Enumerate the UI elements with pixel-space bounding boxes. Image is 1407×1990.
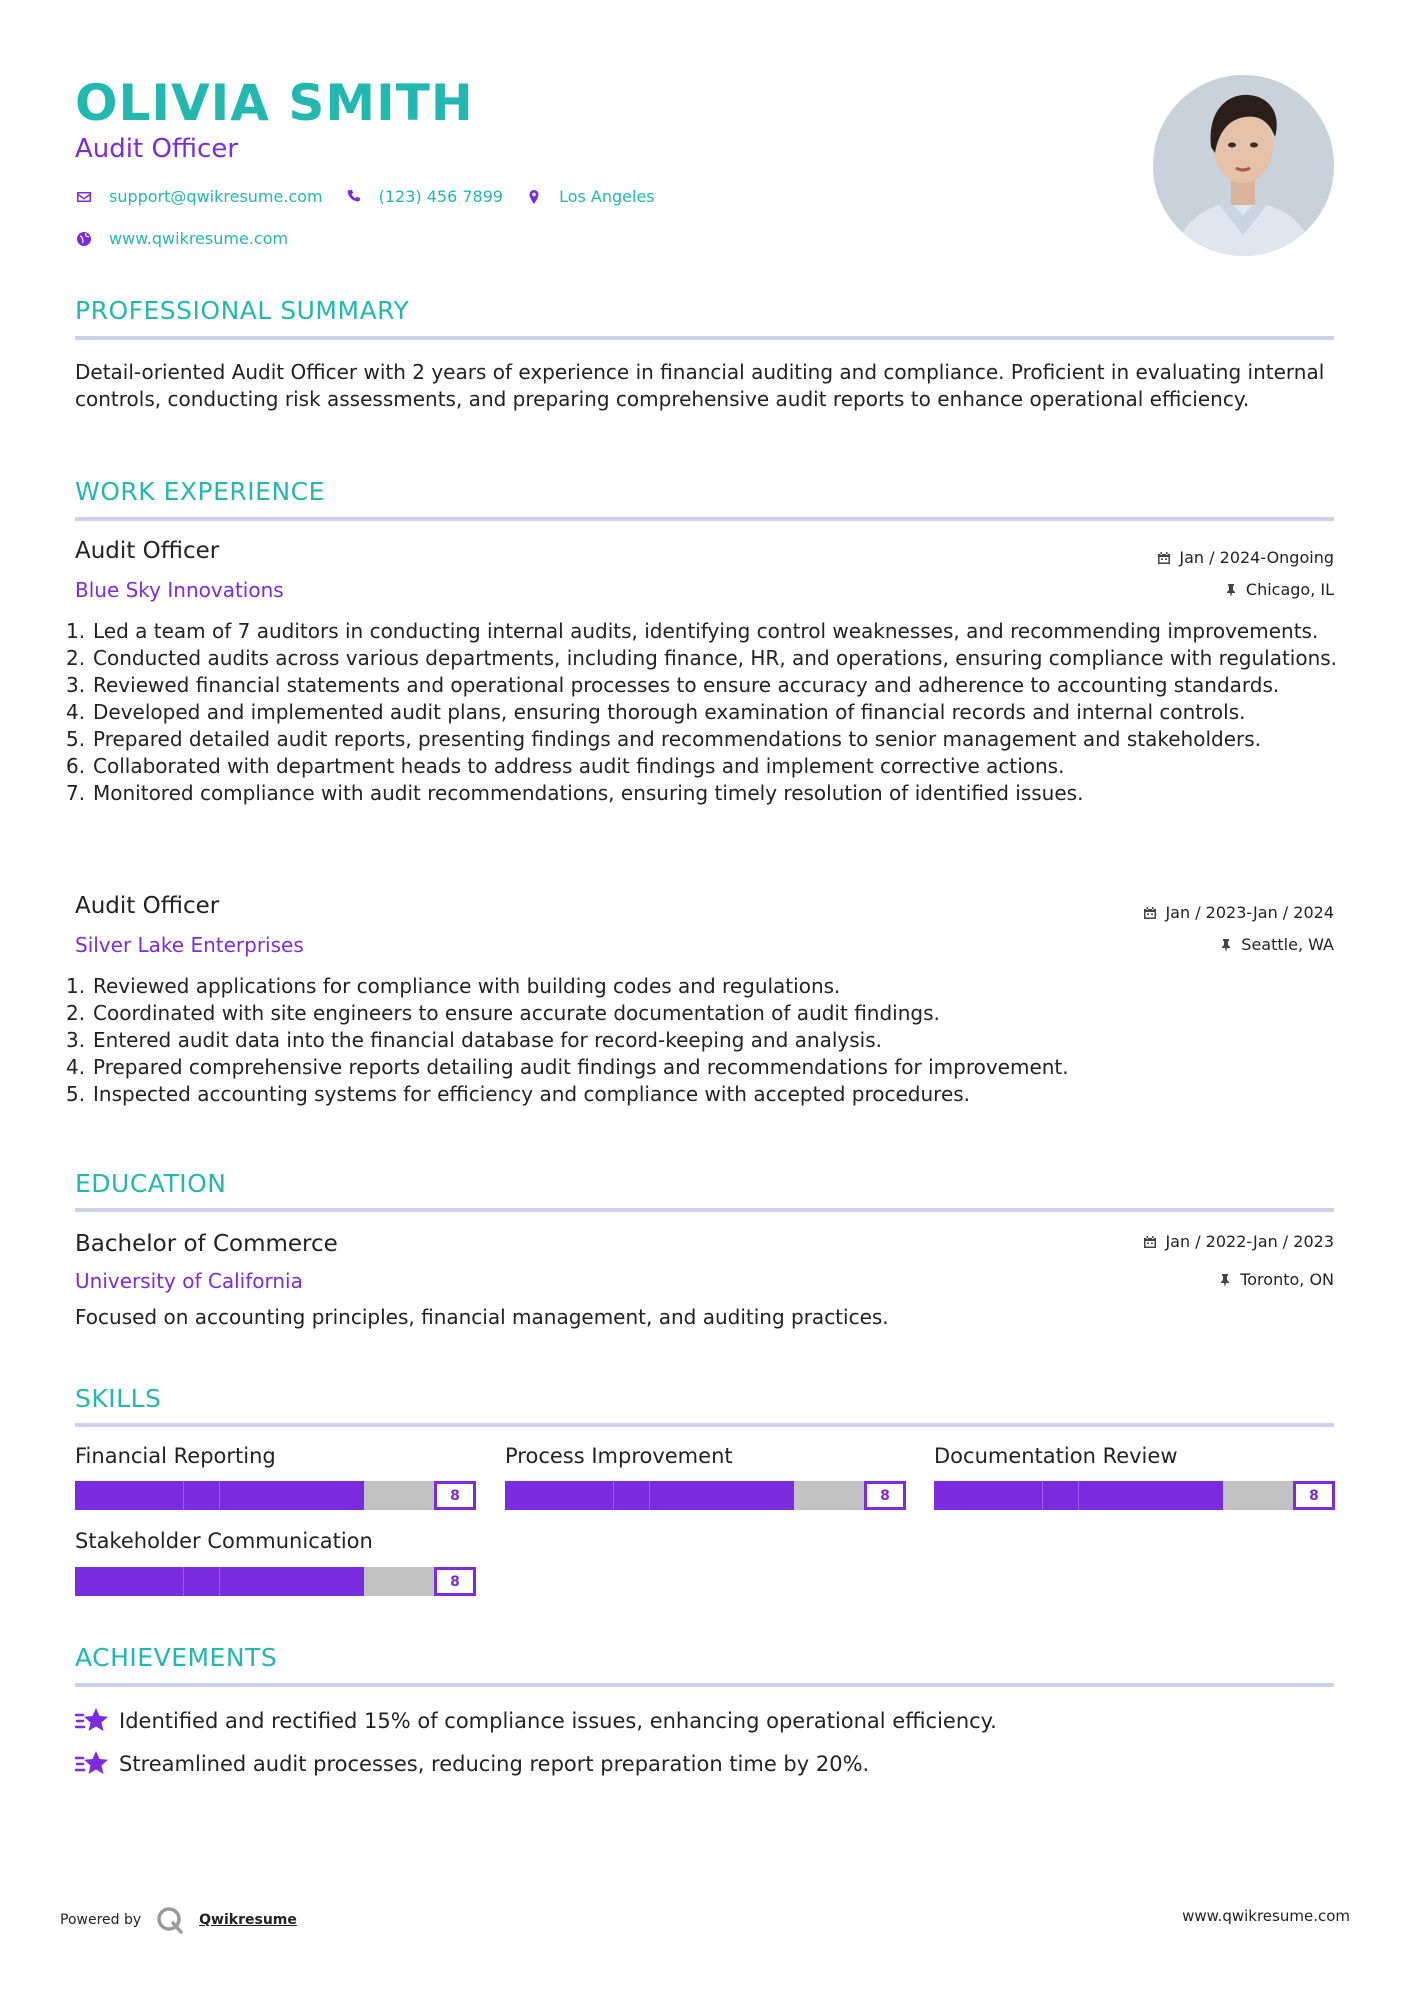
bullet-item xyxy=(66,1054,1346,1081)
education-description: Focused on accounting principles, financial management, and auditing practices. xyxy=(75,1305,889,1329)
job-2-bullets xyxy=(66,973,1346,1108)
qwikresume-link[interactable]: Qwikresume xyxy=(199,1912,297,1928)
job-2-company: Silver Lake Enterprises xyxy=(75,933,304,957)
skill-fill xyxy=(934,1481,1223,1510)
bullet-number: 2. xyxy=(66,1001,86,1025)
bullet-text: Coordinated with site engineers to ensure accurate documentation of audit findings. xyxy=(93,1001,940,1025)
skill-segment-line xyxy=(219,1567,220,1596)
job-1-bullets xyxy=(66,618,1346,807)
contact-row-primary xyxy=(75,187,677,206)
experience-divider xyxy=(75,517,1334,521)
bullet-number: 4. xyxy=(66,700,86,724)
qwikresume-logo-icon xyxy=(155,1905,185,1935)
bullet-text: Prepared detailed audit reports, presenting findings and recommendations to senior management and stakeholders. xyxy=(93,727,1262,751)
skill-label: Stakeholder Communication xyxy=(75,1529,373,1553)
job-2-dates-text: Jan / 2023-Jan / 2024 xyxy=(1165,903,1334,922)
bullet-item xyxy=(66,973,1346,1000)
skill-remaining xyxy=(794,1481,906,1510)
calendar-icon xyxy=(1143,1235,1157,1249)
bullet-text: Monitored compliance with audit recommendations, ensuring timely resolution of identified issues. xyxy=(93,781,1084,805)
pushpin-icon xyxy=(1224,583,1238,597)
contact-row-secondary xyxy=(75,229,310,248)
bullet-number: 3. xyxy=(66,1028,86,1052)
envelope-icon xyxy=(75,188,93,206)
bullet-text: Led a team of 7 auditors in conducting internal audits, identifying control weaknesses, and recommending improvements. xyxy=(93,619,1319,643)
skill-remaining xyxy=(1223,1481,1335,1510)
contact-website[interactable] xyxy=(75,229,288,248)
summary-text: Detail-oriented Audit Officer with 2 years of experience in financial auditing and compliance. Proficient in evaluating internal controls, conducting risk assessments, and preparing comprehensive audit reports to enhance operational efficiency. xyxy=(75,360,1325,411)
pushpin-icon xyxy=(1218,1273,1232,1287)
skill-level-badge: 8 xyxy=(434,1481,476,1510)
website-text: www.qwikresume.com xyxy=(109,229,289,248)
phone-text: (123) 456 7899 xyxy=(378,187,504,206)
education-dates xyxy=(1143,1232,1334,1251)
skill-bar xyxy=(934,1481,1335,1510)
skill-level-badge: 8 xyxy=(864,1481,906,1510)
achievement-item xyxy=(75,1749,869,1779)
phone-icon xyxy=(345,188,363,206)
skill-fill xyxy=(505,1481,794,1510)
skill-bar xyxy=(505,1481,906,1510)
bullet-item xyxy=(66,726,1346,753)
footer-url[interactable]: www.qwikresume.com xyxy=(1182,1907,1350,1925)
contact-phone[interactable] xyxy=(345,187,503,206)
candidate-name: OLIVIA SMITH xyxy=(75,74,474,132)
summary-heading: PROFESSIONAL SUMMARY xyxy=(75,296,410,325)
candidate-title: Audit Officer xyxy=(75,134,239,164)
education-heading: EDUCATION xyxy=(75,1169,227,1198)
bullet-number: 7. xyxy=(66,781,86,805)
job-2-dates xyxy=(1143,903,1334,922)
bullet-item xyxy=(66,1000,1346,1027)
skill-label: Documentation Review xyxy=(934,1444,1178,1468)
skill-segment-line xyxy=(1042,1481,1043,1510)
bullet-item xyxy=(66,699,1346,726)
achievements-divider xyxy=(75,1683,1334,1687)
summary-divider xyxy=(75,336,1334,340)
skill-segment-line xyxy=(613,1481,614,1510)
bullet-text: Entered audit data into the financial database for record-keeping and analysis. xyxy=(93,1028,882,1052)
bullet-number: 1. xyxy=(66,974,86,998)
achievement-text: Streamlined audit processes, reducing report preparation time by 20%. xyxy=(119,1752,870,1776)
bullet-number: 5. xyxy=(66,727,86,751)
job-1-title: Audit Officer xyxy=(75,538,220,564)
bullet-text: Developed and implemented audit plans, ensuring thorough examination of financial records and internal controls. xyxy=(93,700,1246,724)
location-text: Los Angeles xyxy=(559,187,655,206)
powered-by-label: Powered by xyxy=(60,1912,142,1928)
skill-level-badge: 8 xyxy=(434,1567,476,1596)
job-2-location xyxy=(1219,935,1334,954)
skill-label: Financial Reporting xyxy=(75,1444,276,1468)
education-dates-text: Jan / 2022-Jan / 2023 xyxy=(1165,1232,1334,1251)
skill-remaining xyxy=(364,1481,476,1510)
education-location xyxy=(1218,1270,1334,1289)
bullet-item xyxy=(66,753,1346,780)
globe-icon xyxy=(75,230,93,248)
email-text: support@qwikresume.com xyxy=(109,187,323,206)
education-location-text: Toronto, ON xyxy=(1240,1270,1334,1289)
bullet-number: 3. xyxy=(66,673,86,697)
skills-divider xyxy=(75,1423,1334,1427)
job-2-location-text: Seattle, WA xyxy=(1241,935,1334,954)
bullet-text: Reviewed applications for compliance with building codes and regulations. xyxy=(93,974,841,998)
skill-fill xyxy=(75,1567,364,1596)
bullet-text: Inspected accounting systems for efficiency and compliance with accepted procedures. xyxy=(93,1082,971,1106)
skills-heading: SKILLS xyxy=(75,1384,162,1413)
calendar-icon xyxy=(1143,906,1157,920)
calendar-icon xyxy=(1157,551,1171,565)
job-1-location xyxy=(1224,580,1334,599)
bullet-item xyxy=(66,645,1346,672)
job-1-dates-text: Jan / 2024-Ongoing xyxy=(1179,548,1334,567)
profile-photo xyxy=(1153,75,1334,256)
bullet-text: Conducted audits across various departments, including finance, HR, and operations, ensuring compliance with regulations. xyxy=(93,646,1338,670)
achievement-item xyxy=(75,1706,997,1736)
bullet-item xyxy=(66,672,1346,699)
skill-label: Process Improvement xyxy=(505,1444,733,1468)
skill-segment-line xyxy=(183,1481,184,1510)
education-degree: Bachelor of Commerce xyxy=(75,1231,338,1257)
bullet-text: Reviewed financial statements and operational processes to ensure accuracy and adherence to accounting standards. xyxy=(93,673,1280,697)
education-divider xyxy=(75,1208,1334,1212)
achievements-heading: ACHIEVEMENTS xyxy=(75,1643,278,1672)
bullet-text: Collaborated with department heads to address audit findings and implement corrective actions. xyxy=(93,754,1065,778)
footer-powered-by xyxy=(60,1905,297,1935)
skill-fill xyxy=(75,1481,364,1510)
bullet-item xyxy=(66,618,1346,645)
star-icon xyxy=(75,1749,109,1779)
bullet-number: 6. xyxy=(66,754,86,778)
bullet-text: Prepared comprehensive reports detailing audit findings and recommendations for improvement. xyxy=(93,1055,1069,1079)
bullet-item xyxy=(66,780,1346,807)
education-school: University of California xyxy=(75,1269,303,1293)
job-2-title: Audit Officer xyxy=(75,893,220,919)
skill-bar xyxy=(75,1567,476,1596)
bullet-number: 4. xyxy=(66,1055,86,1079)
bullet-number: 5. xyxy=(66,1082,86,1106)
bullet-number: 1. xyxy=(66,619,86,643)
skill-level-badge: 8 xyxy=(1293,1481,1335,1510)
bullet-item xyxy=(66,1027,1346,1054)
skill-segment-line xyxy=(219,1481,220,1510)
star-icon xyxy=(75,1706,109,1736)
achievement-text: Identified and rectified 15% of compliance issues, enhancing operational efficiency. xyxy=(119,1709,997,1733)
pushpin-icon xyxy=(1219,938,1233,952)
map-pin-icon xyxy=(525,188,543,206)
contact-email[interactable] xyxy=(75,187,323,206)
job-1-company: Blue Sky Innovations xyxy=(75,578,284,602)
bullet-number: 2. xyxy=(66,646,86,670)
skill-segment-line xyxy=(1078,1481,1079,1510)
skill-segment-line xyxy=(183,1567,184,1596)
skill-bar xyxy=(75,1481,476,1510)
skill-remaining xyxy=(364,1567,476,1596)
contact-location xyxy=(525,187,655,206)
bullet-item xyxy=(66,1081,1346,1108)
job-1-location-text: Chicago, IL xyxy=(1245,580,1334,599)
skill-segment-line xyxy=(649,1481,650,1510)
experience-heading: WORK EXPERIENCE xyxy=(75,477,325,506)
job-1-dates xyxy=(1157,548,1334,567)
